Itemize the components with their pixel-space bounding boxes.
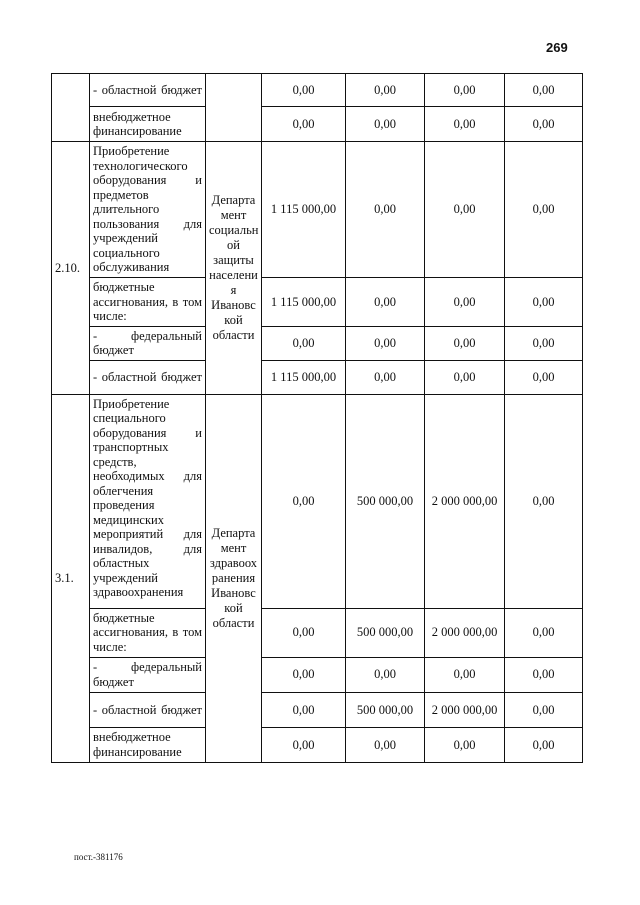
value-cell: 500 000,00 xyxy=(346,608,425,657)
executor-cell: Департа мент социальн ой защиты населени я Ивановс кой области xyxy=(206,142,262,395)
item-number-cell: 3.1. xyxy=(52,394,90,762)
row-label: внебюджетное финансирование xyxy=(90,107,206,142)
table-row xyxy=(52,107,583,142)
value-cell: 0,00 xyxy=(262,692,346,727)
table-row xyxy=(52,657,583,692)
program-measures-table xyxy=(51,73,583,763)
value-cell: 1 115 000,00 xyxy=(262,278,346,327)
page-number: 269 xyxy=(546,40,568,55)
item-number-cell: 2.10. xyxy=(52,142,90,395)
row-label: Приобретение специального оборудования и транспортных средств, необходимых для облегчения проведения медицинских мероприятий для инвалидов, для областных учреждений здравоохранения xyxy=(90,394,206,608)
value-cell: 0,00 xyxy=(425,107,505,142)
value-cell: 0,00 xyxy=(346,360,425,394)
row-label: Приобретение технологического оборудования и предметов длительного пользования для учреждений социального обслуживания xyxy=(90,142,206,278)
value-cell: 0,00 xyxy=(346,278,425,327)
value-cell: 0,00 xyxy=(505,326,583,360)
row-label: - областной бюджет xyxy=(90,692,206,727)
value-cell: 0,00 xyxy=(425,142,505,278)
value-cell: 0,00 xyxy=(505,394,583,608)
value-cell: 0,00 xyxy=(346,727,425,762)
value-cell: 0,00 xyxy=(346,142,425,278)
item-number-cell xyxy=(52,74,90,142)
value-cell: 0,00 xyxy=(505,360,583,394)
value-cell: 0,00 xyxy=(425,278,505,327)
value-cell: 0,00 xyxy=(505,608,583,657)
value-cell: 0,00 xyxy=(425,657,505,692)
value-cell: 0,00 xyxy=(505,692,583,727)
value-cell: 0,00 xyxy=(505,727,583,762)
row-label: - областной бюджет xyxy=(90,74,206,107)
value-cell: 0,00 xyxy=(262,727,346,762)
table-row xyxy=(52,727,583,762)
footer-code: пост.-381176 xyxy=(74,852,123,862)
executor-cell xyxy=(206,74,262,142)
value-cell: 0,00 xyxy=(262,107,346,142)
table-row xyxy=(52,608,583,657)
value-cell: 500 000,00 xyxy=(346,692,425,727)
table-row xyxy=(52,360,583,394)
value-cell: 0,00 xyxy=(505,74,583,107)
row-label: - федеральный бюджет xyxy=(90,657,206,692)
value-cell: 0,00 xyxy=(262,394,346,608)
row-label: бюджетные ассигнования, в том числе: xyxy=(90,278,206,327)
value-cell: 500 000,00 xyxy=(346,394,425,608)
row-label: - областной бюджет xyxy=(90,360,206,394)
value-cell: 1 115 000,00 xyxy=(262,360,346,394)
value-cell: 0,00 xyxy=(505,107,583,142)
value-cell: 0,00 xyxy=(346,74,425,107)
executor-cell: Департа мент здравоох ранения Ивановс кой области xyxy=(206,394,262,762)
value-cell: 0,00 xyxy=(346,107,425,142)
value-cell: 0,00 xyxy=(346,326,425,360)
table-row xyxy=(52,394,583,608)
value-cell: 2 000 000,00 xyxy=(425,394,505,608)
value-cell: 0,00 xyxy=(262,657,346,692)
value-cell: 0,00 xyxy=(425,727,505,762)
table-row xyxy=(52,278,583,327)
value-cell: 2 000 000,00 xyxy=(425,692,505,727)
value-cell: 0,00 xyxy=(505,657,583,692)
value-cell: 0,00 xyxy=(425,74,505,107)
value-cell: 0,00 xyxy=(505,278,583,327)
value-cell: 0,00 xyxy=(425,326,505,360)
value-cell: 2 000 000,00 xyxy=(425,608,505,657)
row-label: бюджетные ассигнования, в том числе: xyxy=(90,608,206,657)
value-cell: 0,00 xyxy=(425,360,505,394)
table-row xyxy=(52,692,583,727)
table-row xyxy=(52,326,583,360)
value-cell: 0,00 xyxy=(262,74,346,107)
table-row xyxy=(52,74,583,107)
value-cell: 1 115 000,00 xyxy=(262,142,346,278)
row-label: - федеральный бюджет xyxy=(90,326,206,360)
row-label: внебюджетное финансирование xyxy=(90,727,206,762)
table-row xyxy=(52,142,583,278)
value-cell: 0,00 xyxy=(262,326,346,360)
value-cell: 0,00 xyxy=(346,657,425,692)
value-cell: 0,00 xyxy=(262,608,346,657)
value-cell: 0,00 xyxy=(505,142,583,278)
